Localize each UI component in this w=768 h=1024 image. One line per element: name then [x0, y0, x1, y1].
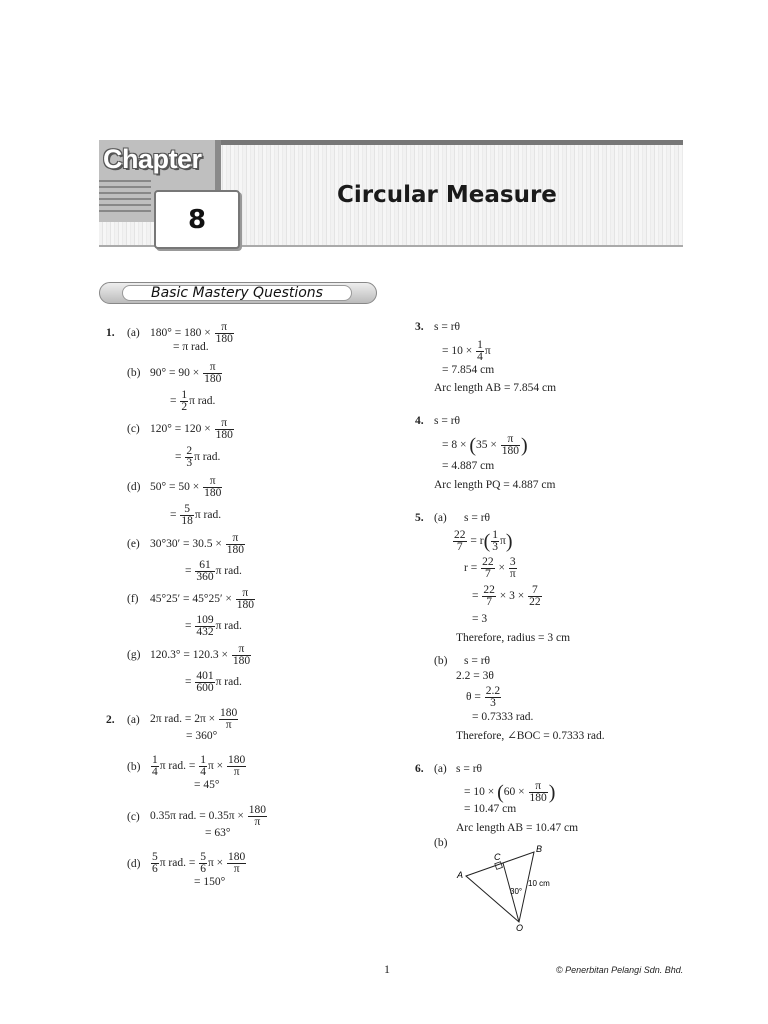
part-label: (a): [434, 512, 447, 524]
result-line: Therefore, radius = 3 cm: [456, 632, 571, 644]
equation-line: = $\frac{109}{432}$ π rad.: [185, 614, 242, 638]
equation-line: = 150°: [194, 876, 226, 888]
question-number: 1.: [106, 327, 115, 339]
equation-line: $\frac{5}{6}$ π rad. = $\frac{5}{6}$ π × $\frac{180}{\pi}$: [152, 851, 246, 875]
chapter-number-box: [154, 190, 240, 249]
equation-line: 120° = 120 × $\frac{\pi}{180}$: [150, 417, 233, 441]
result-line: Arc length AB = 10.47 cm: [456, 822, 579, 834]
equation-line: r = $\frac{22}{7}$ × $\frac{3}{\pi}$: [464, 556, 516, 580]
equation-line: s = rθ: [456, 763, 483, 775]
page-number: 1: [384, 962, 390, 976]
result-line: Therefore, ∠BOC = 0.7333 rad.: [456, 730, 605, 742]
part-label: (b): [127, 761, 141, 773]
part-label: (c): [127, 811, 140, 823]
part-label: (a): [434, 763, 447, 775]
section-banner-text: Basic Mastery Questions: [151, 285, 323, 301]
equation-line: = π rad.: [173, 341, 209, 353]
equation-line: = 0.7333 rad.: [472, 711, 534, 723]
part-label: (b): [434, 655, 448, 667]
equation-line: 2π rad. = 2π × $\frac{180}{\pi}$: [150, 707, 238, 731]
equation-line: 2.2 = 3θ: [456, 670, 494, 682]
equation-line: = 7.854 cm: [442, 364, 495, 376]
part-label: (e): [127, 538, 140, 550]
equation-line: = $\frac{61}{360}$ π rad.: [185, 559, 242, 583]
part-label: (g): [127, 649, 141, 661]
equation-line: $\frac{22}{7}$ = r( $\frac{1}{3}$ π): [454, 529, 513, 553]
equation-line: 50° = 50 × $\frac{\pi}{180}$: [150, 475, 222, 499]
chapter-header: [99, 140, 683, 247]
equation-line: 120.3° = 120.3 × $\frac{\pi}{180}$: [150, 643, 251, 667]
equation-line: s = rθ: [464, 512, 491, 524]
equation-line: θ = $\frac{2.2}{3}$: [466, 685, 501, 709]
label-a: A: [457, 870, 464, 880]
part-label: (b): [127, 367, 141, 379]
equation-line: = 3: [472, 613, 488, 625]
label-b: B: [536, 844, 543, 854]
equation-line: = 10.47 cm: [464, 803, 517, 815]
equation-line: s = rθ: [464, 655, 491, 667]
question-number: 3.: [415, 321, 424, 333]
question-number: 5.: [415, 512, 424, 524]
equation-line: = 45°: [194, 779, 220, 791]
part-label: (a): [127, 714, 140, 726]
equation-line: 180° = 180 × $\frac{\pi}{180}$: [150, 321, 233, 345]
chapter-number: 8: [187, 204, 207, 235]
label-c: C: [494, 852, 501, 862]
equation-line: = $\frac{5}{18}$ π rad.: [170, 503, 222, 527]
equation-line: = 10 × $\frac{1}{4}$ π: [442, 339, 491, 363]
equation-line: = 63°: [205, 827, 231, 839]
equation-line: = 4.887 cm: [442, 460, 495, 472]
equation-line: = 10 × (60 × $\frac{\pi}{180}$ ): [464, 780, 556, 804]
length-label: 10 cm: [528, 879, 550, 888]
equation-line: s = rθ: [434, 321, 461, 333]
part-label: (d): [127, 481, 141, 493]
equation-line: = $\frac{401}{600}$ π rad.: [185, 670, 242, 694]
chapter-label: Chapter: [103, 144, 202, 174]
equation-line: 30°30′ = 30.5 × $\frac{\pi}{180}$: [150, 532, 244, 556]
equation-line: 90° = 90 × $\frac{\pi}{180}$: [150, 361, 222, 385]
part-label: (b): [434, 837, 448, 849]
equation-line: 45°25′ = 45°25′ × $\frac{\pi}{180}$: [150, 587, 254, 611]
copyright-notice: © Penerbitan Pelangi Sdn. Bhd.: [556, 965, 684, 975]
question-number: 6.: [415, 763, 424, 775]
part-label: (f): [127, 593, 139, 605]
part-label: (a): [127, 327, 140, 339]
part-label: (d): [127, 858, 141, 870]
part-label: (c): [127, 423, 140, 435]
question-number: 4.: [415, 415, 424, 427]
equation-line: = 360°: [186, 730, 218, 742]
result-line: Arc length AB = 7.854 cm: [434, 382, 557, 394]
result-line: Arc length PQ = 4.887 cm: [434, 479, 556, 491]
section-banner-inner: [122, 285, 352, 301]
equation-line: = 8 × (35 × $\frac{\pi}{180}$ ): [442, 433, 528, 457]
equation-line: = $\frac{1}{2}$ π rad.: [170, 389, 216, 413]
equation-line: $\frac{1}{4}$ π rad. = $\frac{1}{4}$ π × $\frac{180}{\pi}$: [152, 754, 246, 778]
label-o: O: [516, 923, 524, 932]
section-banner: [99, 282, 377, 304]
triangle-diagram: [455, 842, 565, 932]
question-number: 2.: [106, 714, 115, 726]
equation-line: s = rθ: [434, 415, 461, 427]
equation-line: = $\frac{22}{7}$ × 3 × $\frac{7}{22}$: [472, 584, 541, 608]
triangle-outline: [466, 852, 534, 922]
equation-line: 0.35π rad. = 0.35π × $\frac{180}{\pi}$: [150, 804, 267, 828]
angle-label: 30°: [510, 887, 523, 896]
chapter-title: Circular Measure: [337, 182, 557, 208]
equation-line: = $\frac{2}{3}$ π rad.: [175, 445, 221, 469]
